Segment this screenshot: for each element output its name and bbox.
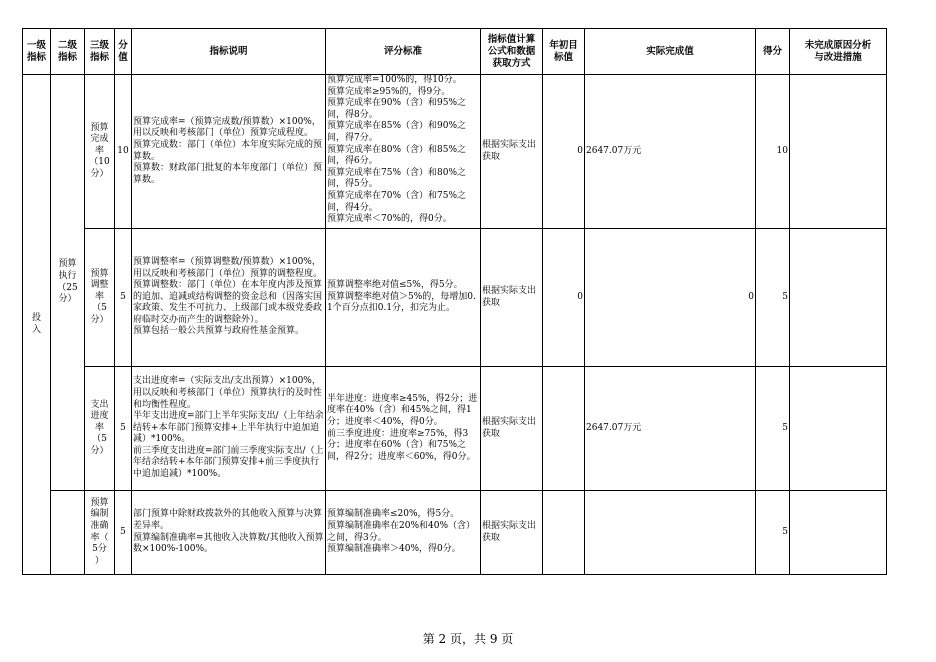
target-cell: 0 [543,229,585,367]
criteria-cell: 预算完成率=100%的，得10分。 预算完成率≥95%的，得9分。 预算完成率在90%（含）和95%之间，得8分。 预算完成率在85%（含）和90%之间，得7分。 预算完成率在80%（含）和85%之间，得6分。 预算完成率在75%（含）和80%之间，得5分。 预算完成率在70%（含）和75%之间，得4分。 预算完成率＜70%的，得0分。 [326,75,481,229]
analysis-cell [790,491,887,575]
analysis-cell [790,75,887,229]
level3-cell: 预算 编制 准确 率（ 5分 ） [85,491,115,575]
level2-cell: 预算 执行 （25 分） [51,75,85,491]
table-row [23,367,887,491]
points-cell: 5 [115,367,132,491]
method-cell: 根据实际支出获取 [481,229,543,367]
score-cell: 5 [756,229,790,367]
description-cell: 预算完成率=（预算完成数/预算数）×100%，用以反映和考核部门（单位）预算完成程度。 预算完成数：部门（单位）本年度实际完成的预算数。 预算数：财政部门批复的本年度部门（单位）预算数。 [132,75,326,229]
level1-cell: 投 入 [23,75,51,575]
criteria-cell: 预算编制准确率≤20%，得5分。 预算编制准确率在20%和40%（含）之间，得3分。 预算编制准确率＞40%，得0分。 [326,491,481,575]
header-criteria: 评分标准 [326,29,481,75]
method-cell: 根据实际支出获取 [481,491,543,575]
header-target: 年初目 标值 [543,29,585,75]
method-cell: 根据实际支出获取 [481,75,543,229]
level2-empty-cell [51,491,85,575]
description-cell: 部门预算中除财政拨款外的其他收入预算与决算差异率。 预算编制准确率=其他收入决算数/其他收入预算数×100%-100%。 [132,491,326,575]
actual-text: 2647.07万元 [586,422,642,433]
header-method: 指标值计算 公式和数据 获取方式 [481,29,543,75]
method-cell: 根据实际支出获取 [481,367,543,491]
actual-cell [585,229,756,367]
points-cell: 10 [115,75,132,229]
header-level3: 三级 指标 [85,29,115,75]
header-actual: 实际完成值 [585,29,756,75]
table-row [23,229,887,367]
target-cell [543,491,585,575]
score-cell: 10 [756,75,790,229]
header-description: 指标说明 [132,29,326,75]
actual-cell [585,367,756,491]
target-cell: 0 [543,75,585,229]
header-level1: 一级 指标 [23,29,51,75]
header-points: 分 值 [115,29,132,75]
header-analysis: 未完成原因分析 与改进措施 [790,29,887,75]
description-cell: 预算调整率=（预算调整数/预算数）×100%，用以反映和考核部门（单位）预算的调整程度。 预算调整数：部门（单位）在本年度内涉及预算的追加、追减或结构调整的资金总和（因落实国家政策、发生不可抗力、上级部门或本级党委政府临时交办而产生的调整除外）。 预算包括一般公共预算与政府性基金预算。 [132,229,326,367]
performance-table [22,28,887,575]
actual-number: 0 [748,291,754,302]
header-row [23,29,887,75]
points-cell: 5 [115,491,132,575]
table-row [23,75,887,229]
level3-cell: 预算 完成 率 （10 分） [85,75,115,229]
points-cell: 5 [115,229,132,367]
analysis-cell [790,367,887,491]
actual-cell [585,75,756,229]
level3-cell: 预算 调整 率 （5 分） [85,229,115,367]
criteria-cell: 半年进度：进度率≥45%，得2分；进度率在40%（含）和45%之间，得1分；进度率＜40%，得0分。 前三季度进度：进度率≥75%，得3分；进度率在60%（含）和75%之间，得2分；进度率＜60%，得0分。 [326,367,481,491]
description-cell: 支出进度率=（实际支出/支出预算）×100%，用以反映和考核部门（单位）预算执行的及时性和均衡性程度。 半年支出进度=部门上半年实际支出/（上年结余结转+本年部门预算安排+上半年执行中追加追减）*100%。 前三季度支出进度=部门前三季度实际支出/（上年结余结转+本年部门预算安排+前三季度执行中追加追减）*100%。 [132,367,326,491]
actual-cell [585,491,756,575]
header-level2: 二级 指标 [51,29,85,75]
page-footer: 第 2 页，共 9 页 [422,632,514,646]
header-score: 得分 [756,29,790,75]
score-cell: 5 [756,367,790,491]
actual-text: 2647.07万元 [586,145,642,156]
target-cell [543,367,585,491]
analysis-cell [790,229,887,367]
table-row [23,491,887,575]
criteria-cell: 预算调整率绝对值≤5%，得5分。 预算调整率绝对值＞5%的，每增加0.1个百分点扣0.1分，扣完为止。 [326,229,481,367]
score-cell: 5 [756,491,790,575]
level3-cell: 支出 进度 率 （5 分） [85,367,115,491]
